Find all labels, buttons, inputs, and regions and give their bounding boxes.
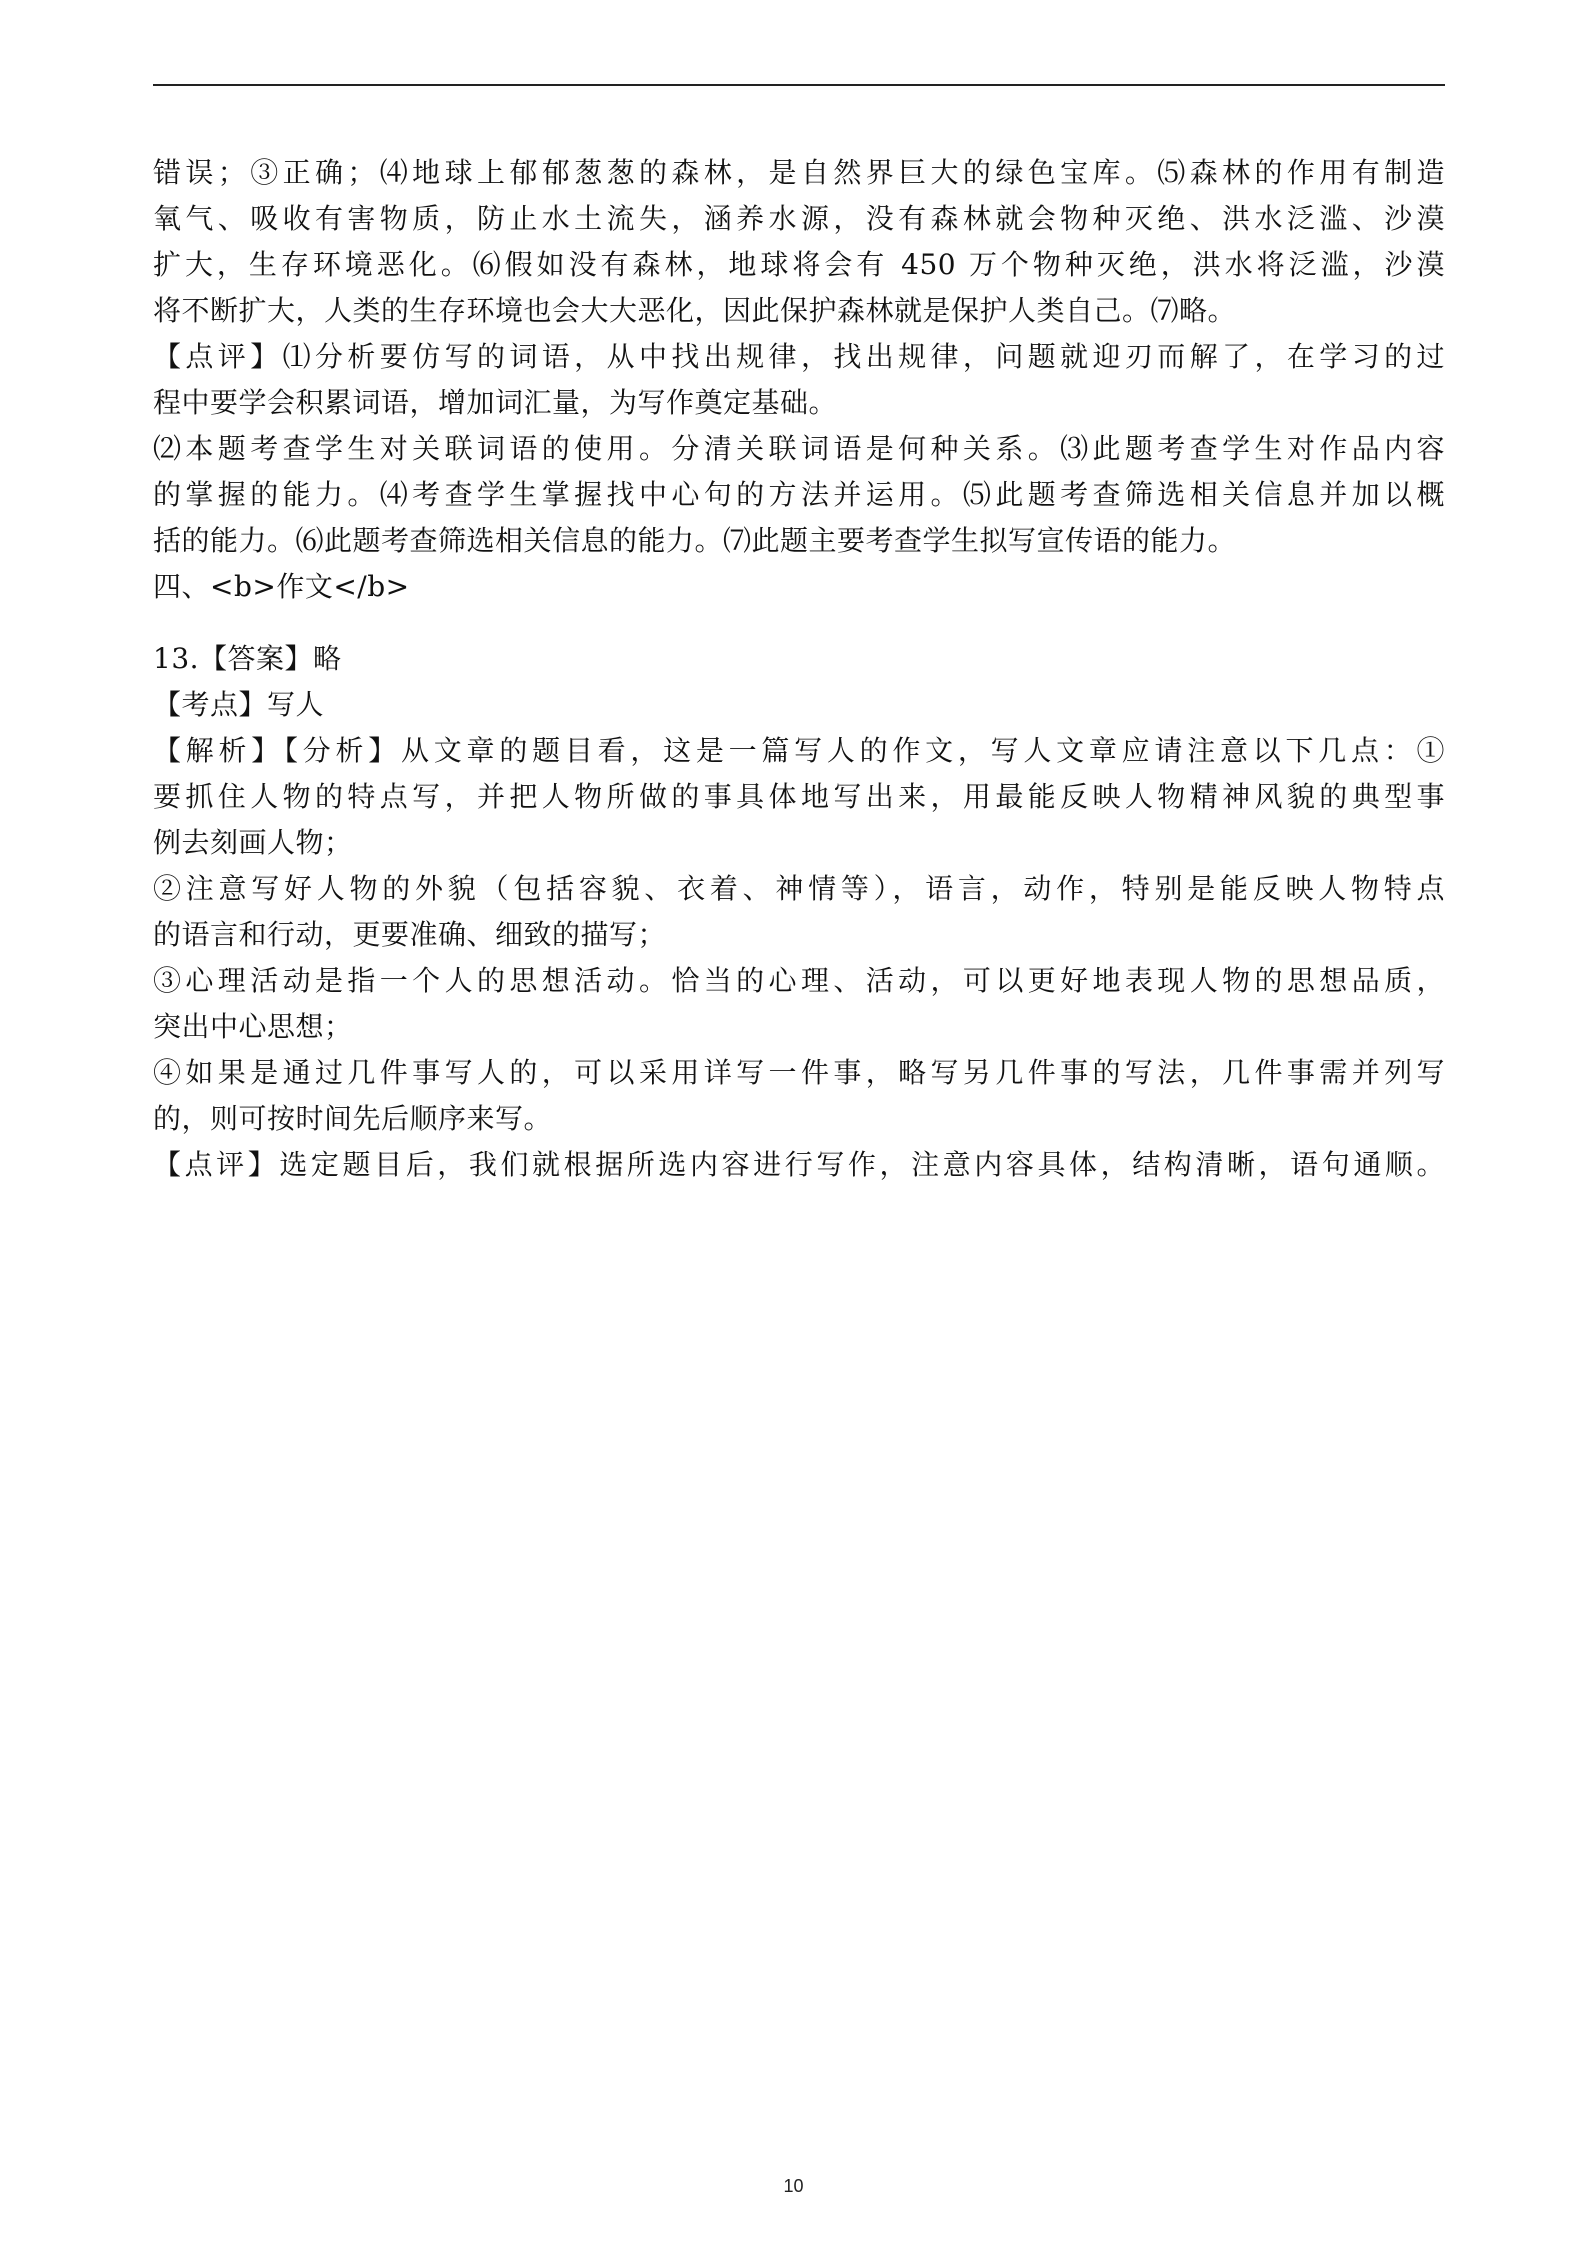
text-line: 的语言和行动，更要准确、细致的描写； — [153, 918, 667, 951]
q13-analysis — [153, 728, 1445, 866]
text-line: 的掌握的能力。⑷考查学生掌握找中心句的方法并运用。⑸此题考查筛选相关信息并加以概 — [153, 478, 1445, 511]
q13-point-3 — [153, 958, 1445, 1050]
document-body — [153, 150, 1445, 1188]
text-line: 的，则可按时间先后顺序来写。 — [153, 1102, 553, 1135]
text-line: 程中要学会积累词语，增加词汇量，为写作奠定基础。 — [153, 386, 838, 419]
text-line: 【解析】【分析】从文章的题目看，这是一篇写人的作文，写人文章应请注意以下几点：① — [153, 734, 1445, 767]
text-line: ③心理活动是指一个人的思想活动。恰当的心理、活动，可以更好地表现人物的思想品质， — [153, 964, 1445, 997]
page-number: 10 — [783, 2176, 804, 2196]
text-line: ②注意写好人物的外貌（包括容貌、衣着、神情等），语言，动作，特别是能反映人物特点 — [153, 872, 1445, 905]
text-line: 突出中心思想； — [153, 1010, 353, 1043]
text-line: 括的能力。⑹此题考查筛选相关信息的能力。⑺此题主要考查学生拟写宣传语的能力。 — [153, 524, 1237, 557]
text-line: 扩大，生存环境恶化。⑹假如没有森林，地球将会有 450 万个物种灭绝，洪水将泛滥，沙漠 — [153, 248, 1445, 281]
q13-comment: 【点评】选定题目后，我们就根据所选内容进行写作，注意内容具体，结构清晰，语句通顺。 — [153, 1148, 1445, 1181]
paragraph-answer-cont — [153, 150, 1445, 334]
text-line: ⑵本题考查学生对关联词语的使用。分清关联词语是何种关系。⑶此题考查学生对作品内容 — [153, 432, 1445, 465]
text-line: 【点评】⑴分析要仿写的词语，从中找出规律，找出规律，问题就迎刃而解了，在学习的过 — [153, 340, 1445, 373]
q13-point-2 — [153, 866, 1445, 958]
section-heading: 四、<b>作文</b> — [153, 570, 410, 603]
comment-paragraph-2 — [153, 426, 1445, 564]
comment-paragraph-1 — [153, 334, 1445, 426]
text-line: 将不断扩大，人类的生存环境也会大大恶化，因此保护森林就是保护人类自己。⑺略。 — [153, 294, 1237, 327]
q13-answer: 13.【答案】略 — [153, 642, 342, 675]
text-line: 错误；③正确；⑷地球上郁郁葱葱的森林，是自然界巨大的绿色宝库。⑸森林的作用有制造 — [153, 156, 1445, 189]
text-line: ④如果是通过几件事写人的，可以采用详写一件事，略写另几件事的写法，几件事需并列写 — [153, 1056, 1445, 1089]
q13-point-4 — [153, 1050, 1445, 1142]
text-line: 要抓住人物的特点写，并把人物所做的事具体地写出来，用最能反映人物精神风貌的典型事 — [153, 780, 1445, 813]
header-rule — [153, 84, 1445, 86]
section-gap — [153, 610, 1445, 636]
text-line: 氧气、吸收有害物质，防止水土流失，涵养水源，没有森林就会物种灭绝、洪水泛滥、沙漠 — [153, 202, 1445, 235]
text-line: 例去刻画人物； — [153, 826, 353, 859]
q13-point: 【考点】写人 — [153, 688, 325, 721]
